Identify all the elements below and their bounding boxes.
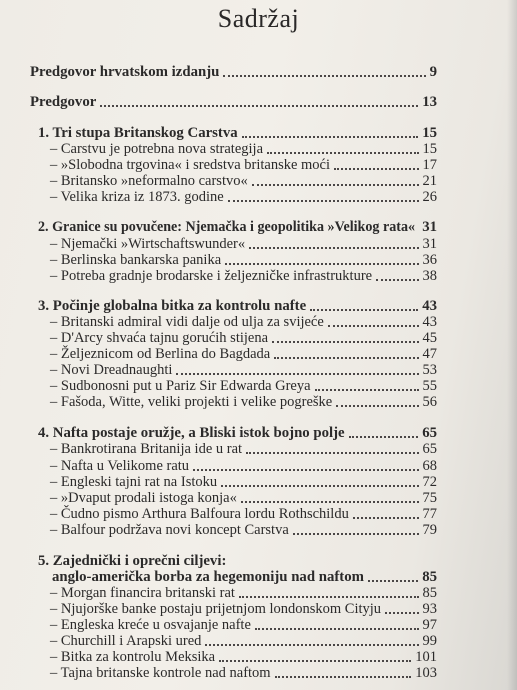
toc-dot-leader [336,405,418,407]
toc-subsection [0,267,517,285]
toc-page-number: 53 [422,362,437,378]
toc-entry-text: – Fašoda, Witte, veliki projekti i velike pogreške [50,394,333,410]
toc-entry-text: – Morgan financira britanski rat [50,585,235,601]
toc-page-number: 45 [422,330,437,346]
toc-dot-leader [315,389,419,391]
toc-page-number: 68 [422,458,437,474]
toc-subsection [0,521,517,539]
toc-subsection [0,664,517,682]
toc-page-number: 97 [422,617,437,633]
toc-page-number: 13 [422,94,437,110]
toc-chapter [0,93,517,111]
toc-page-number: 56 [422,394,437,410]
toc-entry-text: – Novi Dreadnaughti [50,362,173,378]
toc-entry-text: – D'Arcy shvaća tajnu gorućih stijena [50,330,269,346]
toc-page-number: 93 [422,601,437,617]
toc-dot-leader [225,263,418,265]
toc-dot-leader [368,580,418,582]
toc-page-number: 65 [422,441,437,457]
toc-page-number: 38 [422,268,437,284]
toc-dot-leader [246,452,418,454]
toc-dot-leader [376,279,418,281]
toc-entry-text: 2. Granice su povučene: Njemačka i geopolitika »Velikog rata« [38,219,416,235]
page-title: Sadržaj [217,4,300,33]
toc-page-number: 85 [422,585,437,601]
toc-page-number: 103 [415,665,437,681]
toc-page-number: 9 [429,64,437,80]
toc-page-number: 31 [422,236,437,252]
toc-entry-text: – Engleska kreće u osvajanje nafte [50,617,251,633]
toc-entry-text: – Nafta u Velikome ratu [50,458,190,474]
toc-dot-leader [293,533,419,535]
toc-dot-leader [275,676,412,678]
toc-entry-text: – Britansko »neformalno carstvo« [50,173,248,189]
toc-dot-leader [353,517,419,519]
toc-dot-leader [228,200,419,202]
toc-entry-text: 1. Tri stupa Britanskog Carstva [38,125,238,141]
toc-entry-text: – Balfour podržava novi koncept Carstva [50,522,289,538]
toc-page-number: 79 [422,522,437,538]
toc-entry-text: – »Dvaput prodali istoga konja« [50,490,237,506]
toc-dot-leader [249,247,418,249]
toc-dot-leader [239,596,419,598]
toc-entry-text: – Željeznicom od Berlina do Bagdada [50,346,271,362]
toc-dot-leader [274,357,418,359]
toc-page-number: 15 [422,125,437,141]
toc-dot-leader [272,341,418,343]
toc-page-number: 26 [422,189,437,205]
toc-entry-text: – Engleski tajni rat na Istoku [50,474,218,490]
toc-page-number: 55 [422,378,437,394]
toc-dot-leader [223,75,425,77]
toc-entry-text: – Potreba gradnje brodarske i željezničke infrastrukture [50,268,373,284]
toc-page-number: 43 [422,314,437,330]
toc-entry-text: – Bitka za kontrolu Meksika [50,649,216,665]
toc-subsection [0,188,517,206]
toc-entry-text: – Britanski admiral vidi dalje od ulja za svijeće [50,314,324,330]
toc-entry-text: – Njujorške banke postaju prijetnjom londonskom Cityju [50,601,382,617]
toc-page-number: 72 [422,474,437,490]
toc-entry-text: – Carstvu je potrebna nova strategija [50,141,264,157]
toc-entry-text: – Bankrotirana Britanija ide u rat [50,441,243,457]
toc-dot-leader [252,184,419,186]
toc-page-number: 75 [422,490,437,506]
toc-dot-leader [334,168,418,170]
toc-entry-text: 3. Počinje globalna bitka za kontrolu nafte [38,298,307,314]
toc-page-number: 47 [422,346,437,362]
toc-entry-text: Predgovor [30,94,97,110]
toc-entry-text: Predgovor hrvatskom izdanju [30,64,220,80]
toc-entry-text: – Berlinska bankarska panika [50,252,222,268]
toc-dot-leader [328,325,419,327]
toc-subsection [0,393,517,411]
toc-entry-text: – Churchill i Arapski ured [50,633,202,649]
toc-entry-text: – Velika kriza iz 1873. godine [50,189,224,205]
toc-dot-leader [267,152,418,154]
toc-dot-leader [176,373,418,375]
toc-entry-text: – Tajna britanske kontrole nad naftom [50,665,271,681]
toc-subsection [0,440,517,458]
toc-page-number: 43 [422,298,437,314]
toc-page-number: 17 [422,157,437,173]
toc-dot-leader [385,612,418,614]
toc-page-number: 21 [422,173,437,189]
toc-page-number: 31 [422,219,437,235]
toc-dot-leader [219,660,411,662]
toc-dot-leader [205,644,418,646]
toc-entry-text: 5. Zajednički i oprečni ciljevi: [38,553,227,569]
toc-dot-leader [193,469,418,471]
toc-page-number: 77 [422,506,437,522]
toc-dot-leader [349,436,419,438]
toc-page-number: 65 [422,425,437,441]
toc-page-number: 15 [422,141,437,157]
toc-entry-text: – »Slobodna trgovina« i sredstva britanske moći [50,157,331,173]
toc-chapter [0,218,517,236]
toc-chapter [0,63,517,81]
toc-dot-leader [100,105,418,107]
toc-page-number: 36 [422,252,437,268]
toc-entry-text: – Čudno pismo Arthura Balfoura lordu Rothschildu [50,506,349,522]
toc-page-number: 85 [422,569,437,585]
toc-entry-text: 4. Nafta postaje oružje, a Bliski istok bojno polje [38,425,345,441]
toc-entry-text: anglo-američka borba za hegemoniju nad naftom [52,569,364,585]
toc-dot-leader [242,136,419,138]
toc-entry-text: – Njemački »Wirtschaftswunder« [50,236,246,252]
toc-dot-leader [255,628,419,630]
toc-dot-leader [241,501,419,503]
toc-page-number: 101 [415,649,437,665]
toc-dot-leader [310,309,418,311]
toc-dot-leader [221,485,418,487]
toc-page-number: 99 [422,633,437,649]
toc-entry-text: – Sudbonosni put u Pariz Sir Edwarda Greya [50,378,311,394]
